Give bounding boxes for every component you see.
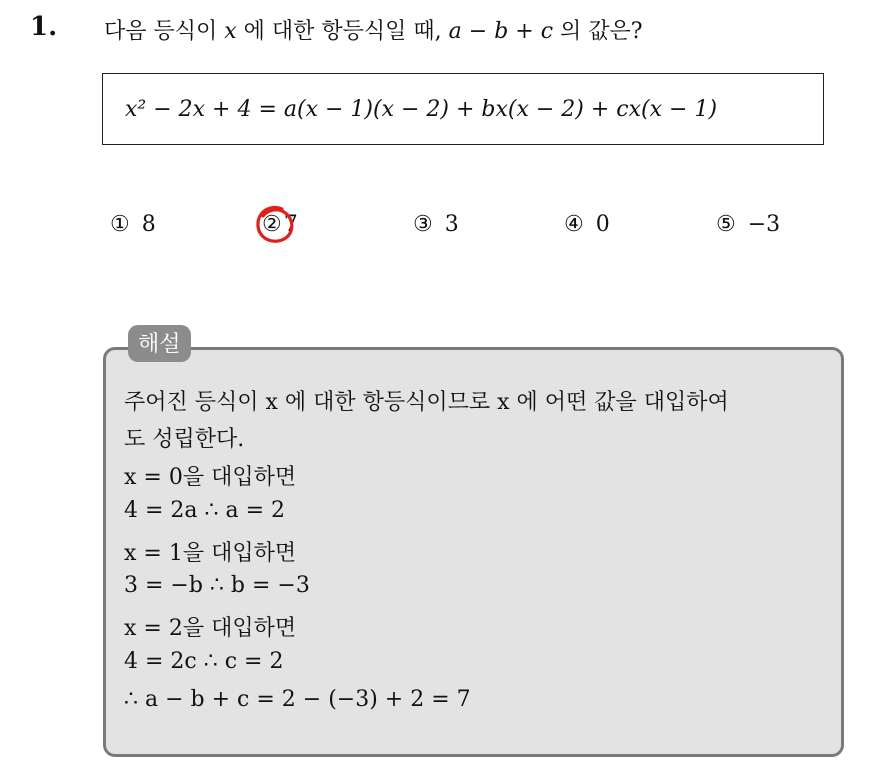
equation: x² − 2x + 4 = a(x − 1)(x − 2) + bx(x − 2) + cx(x − 1) [125,96,718,122]
choice-value: 7 [283,212,298,237]
question-text [104,14,643,45]
choice-value: 3 [444,212,459,237]
choice-1[interactable] [110,212,156,237]
solution-line: x = 2을 대입하면 [124,616,297,641]
choice-value: 0 [595,212,610,237]
solution-line: 도 성립한다. [124,427,245,452]
choice-value: −3 [747,212,781,237]
choice-mark: ⑤ [716,212,736,237]
solution-line: 4 = 2a ∴ a = 2 [124,498,286,523]
choice-5[interactable] [716,212,780,237]
equation-box [102,73,824,145]
question-number: 1. [30,12,58,42]
answer-circle-annotation [252,202,298,248]
choice-3[interactable] [413,212,459,237]
solution-line: 3 = −b ∴ b = −3 [124,573,310,598]
choice-value: 8 [141,212,156,237]
solution-tag: 해설 [128,325,191,362]
solution-line: x = 1을 대입하면 [124,541,297,566]
choice-4[interactable] [564,212,610,237]
question-text-part: 다음 등식이 [104,19,225,44]
solution-line: 4 = 2c ∴ c = 2 [124,649,284,674]
solution-line: ∴ a − b + c = 2 − (−3) + 2 = 7 [124,687,471,712]
choice-mark: ② [262,212,282,237]
question-text-part: 의 값은? [553,19,643,44]
choice-mark: ① [110,212,130,237]
question-text-part: 에 대한 항등식일 때, [236,19,449,44]
solution-line: 주어진 등식이 x 에 대한 항등식이므로 x 에 어떤 값을 대입하여 [124,390,729,415]
question-expression: a − b + c [448,19,554,44]
choice-mark: ③ [413,212,433,237]
question-variable: x [224,19,237,44]
solution-line: x = 0을 대입하면 [124,465,297,490]
choice-mark: ④ [564,212,584,237]
